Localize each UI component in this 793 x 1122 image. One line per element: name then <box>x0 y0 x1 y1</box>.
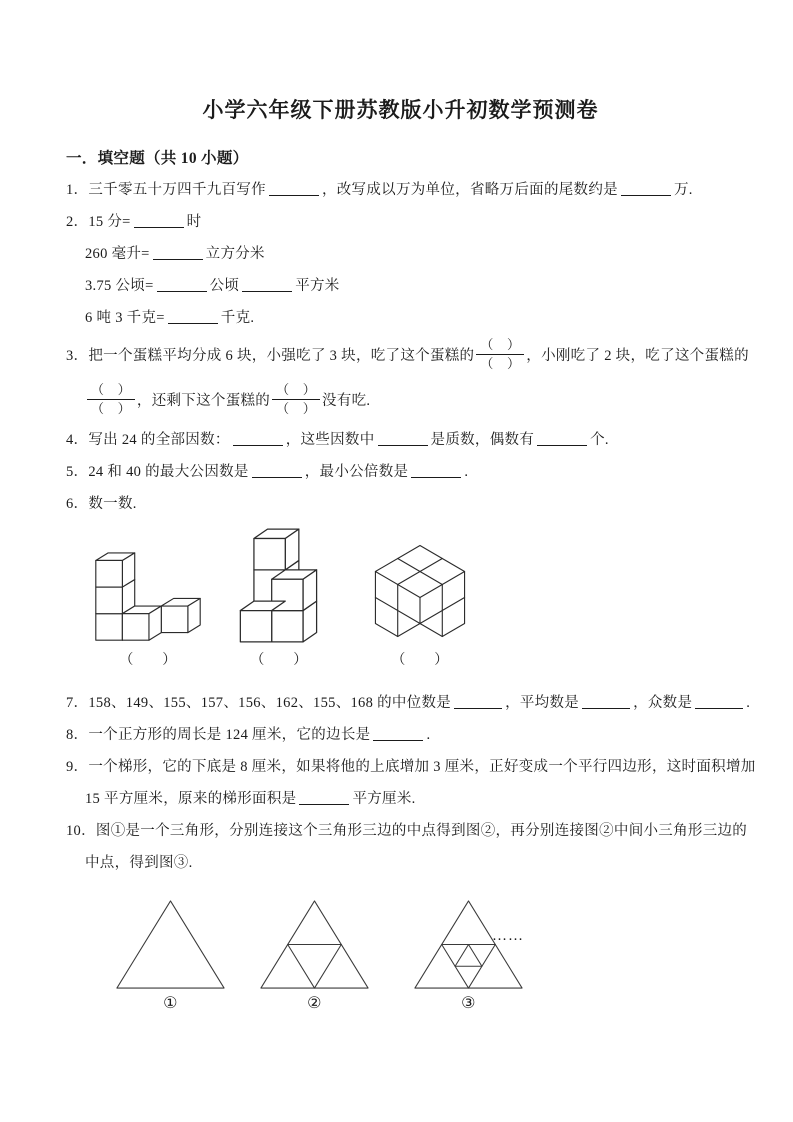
cube-figure-2 <box>236 527 322 669</box>
fraction-blank <box>272 382 320 417</box>
text-run: 3．把一个蛋糕平均分成 6 块，小强吃了 3 块，吃了这个蛋糕的 <box>66 347 475 364</box>
answer-blank <box>373 726 423 741</box>
text-run: 4．写出 24 的全部因数： <box>66 432 230 448</box>
answer-blank <box>153 245 203 260</box>
answer-blank <box>242 277 292 292</box>
text-run: 平方厘米. <box>352 791 416 807</box>
cube-figure-1 <box>92 551 204 669</box>
text-run: ，平均数是 <box>505 695 580 711</box>
cube-figure-3-caption: （ ） <box>391 653 449 668</box>
answer-blank <box>378 431 428 446</box>
text-run: 时 <box>186 214 202 230</box>
text-run: . <box>464 464 469 480</box>
text-run: 平方米 <box>295 278 340 294</box>
fraction-denominator: （ ） <box>91 401 131 416</box>
text-run: 8．一个正方形的周长是 124 厘米，它的边长是 <box>66 727 371 743</box>
section-heading: 一．填空题（共 10 小题） <box>66 150 249 167</box>
text-run: 万. <box>673 182 693 198</box>
question-9-line-1 <box>66 757 756 778</box>
triangle-figure-1-drawing <box>115 898 226 991</box>
answer-blank <box>269 181 319 196</box>
answer-blank <box>157 277 207 292</box>
triangle-figures-row <box>66 898 735 1014</box>
answer-blank <box>582 694 630 709</box>
text-run: . <box>426 727 431 743</box>
answer-blank <box>168 309 218 324</box>
question-6: 6．数一数. <box>66 496 137 512</box>
cube-back-right <box>161 598 200 632</box>
text-run: 1．三千零五十万四千九百写作 <box>66 182 266 198</box>
triangle-figure-2 <box>259 898 370 1014</box>
question-5 <box>66 462 735 483</box>
question-1 <box>66 180 735 201</box>
answer-blank <box>537 431 587 446</box>
text-run: 5．24 和 40 的最大公因数是 <box>66 464 249 480</box>
text-run: . <box>746 695 751 711</box>
question-3-line-2 <box>66 384 735 419</box>
answer-blank <box>299 790 349 805</box>
text-run: 3.75 公顷= <box>85 278 154 294</box>
triangle-figure-3 <box>413 898 524 1014</box>
text-run: ，小刚吃了 2 块，吃了这个蛋糕的 <box>526 347 749 364</box>
question-2-line-2 <box>66 244 735 265</box>
cube-back-top <box>254 529 299 570</box>
triangle-figure-1 <box>115 898 226 1014</box>
fraction-numerator: （ ） <box>272 382 320 400</box>
triangle-figure-3-label: ③ <box>461 995 476 1012</box>
fraction-numerator: （ ） <box>476 337 524 355</box>
answer-blank <box>454 694 502 709</box>
continuation-dots: …… <box>492 928 524 944</box>
cube-figure-1-drawing <box>92 551 204 644</box>
text-run: 10．图①是一个三角形，分别连接这个三角形三边的中点得到图②，再分别连接图②中间小三角形三边的 <box>66 823 748 839</box>
text-run: 15 平方厘米，原来的梯形面积是 <box>85 791 297 807</box>
cube-front-right <box>122 606 161 640</box>
question-7 <box>66 693 751 714</box>
triangle-figure-2-label: ② <box>307 995 322 1012</box>
question-10-line-2 <box>66 853 735 874</box>
cube-column-top <box>96 553 135 587</box>
text-run: 立方分米 <box>205 246 265 262</box>
fraction-denominator: （ ） <box>276 401 317 416</box>
answer-blank <box>411 463 461 478</box>
answer-blank <box>695 694 743 709</box>
question-4 <box>66 430 735 451</box>
text-run: ，改写成以万为单位，省略万后面的尾数约是 <box>321 182 618 198</box>
question-8 <box>66 725 735 746</box>
text-run: 没有吃. <box>322 392 371 409</box>
text-run: 7．158、149、155、157、156、162、155、168 的中位数是 <box>66 695 452 711</box>
text-run: 公顷 <box>209 278 240 294</box>
fraction-blank <box>87 382 135 417</box>
question-9-line-2 <box>66 789 735 810</box>
triangle-figure-1-label: ① <box>163 995 178 1012</box>
question-2-line-4 <box>66 308 735 329</box>
text-run: 260 毫升= <box>85 246 150 262</box>
text-run: ，最小公倍数是 <box>304 464 409 480</box>
cube-figure-3-drawing <box>368 538 472 644</box>
text-run: 6 吨 3 千克= <box>85 310 165 326</box>
text-run: 千克. <box>220 310 255 326</box>
question-3-line-1 <box>66 337 749 374</box>
text-run: 是质数，偶数有 <box>430 432 535 448</box>
text-run: 2．15 分= <box>66 214 131 230</box>
question-10-line-1 <box>66 821 748 842</box>
cube-figure-2-drawing <box>236 527 322 644</box>
text-run: ，众数是 <box>633 695 693 711</box>
text-run: ，这些因数中 <box>285 432 375 448</box>
cube-figure-3 <box>368 538 472 669</box>
answer-blank <box>621 181 671 196</box>
text-run: ，还剩下这个蛋糕的 <box>136 392 271 409</box>
page-title: 小学六年级下册苏教版小升初数学预测卷 <box>202 98 599 122</box>
cube-figure-2-caption: （ ） <box>250 653 308 668</box>
cube-figure-1-caption: （ ） <box>119 653 177 668</box>
fraction-denominator: （ ） <box>480 356 521 371</box>
text-run: 中点，得到图③. <box>85 855 193 871</box>
cube-figures-row <box>66 527 735 669</box>
text-run: 个. <box>590 432 609 448</box>
fraction-numerator: （ ） <box>87 382 135 400</box>
text-run: 9．一个梯形，它的下底是 8 厘米，如果将他的上底增加 3 厘米，正好变成一个平行四边形，这时面积增加 <box>66 759 756 775</box>
answer-blank <box>252 463 302 478</box>
answer-blank <box>233 431 283 446</box>
question-2-line-1 <box>66 212 735 233</box>
question-2-line-3 <box>66 276 735 297</box>
triangle-figure-2-drawing <box>259 898 370 991</box>
fraction-blank <box>476 337 524 372</box>
notched-block <box>375 546 464 637</box>
answer-blank <box>134 213 184 228</box>
